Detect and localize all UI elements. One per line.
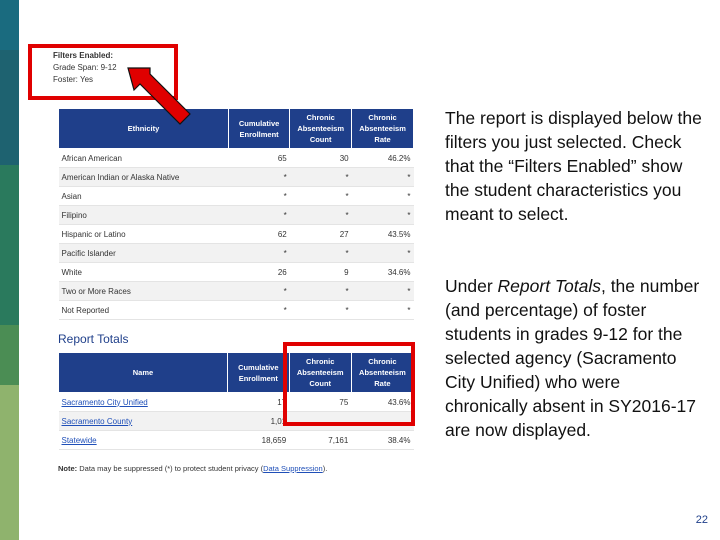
value-cell: *: [352, 282, 414, 301]
value-cell: *: [352, 187, 414, 206]
note-end: ).: [322, 464, 328, 473]
value-cell: 7,161: [289, 431, 351, 450]
value-cell: *: [352, 301, 414, 320]
value-cell: *: [290, 301, 352, 320]
value-cell: 26: [228, 263, 289, 282]
row-label-cell: African American: [59, 149, 229, 168]
header-chronic-count[interactable]: Chronic Absenteeism Count: [289, 353, 351, 393]
value-cell: 27: [290, 225, 352, 244]
value-cell: *: [290, 206, 352, 225]
page-number: 22: [695, 514, 708, 526]
value-cell: *: [228, 301, 289, 320]
row-label-cell: Pacific Islander: [59, 244, 229, 263]
row-label-cell: Filipino: [59, 206, 229, 225]
explanation-paragraph-2: [445, 274, 705, 442]
value-cell: 9: [290, 263, 352, 282]
agency-link[interactable]: Sacramento City Unified: [61, 397, 148, 407]
value-cell: 46.2%: [352, 149, 414, 168]
value-cell: 62: [228, 225, 289, 244]
value-cell: *: [352, 168, 414, 187]
explanation-paragraph-1: The report is displayed below the filters you just selected. Check that the “Filters Enabled” show the student characteristics you meant to select.: [445, 108, 702, 224]
header-cumulative-enrollment[interactable]: Cumulative Enrollment: [227, 353, 289, 393]
para2-report-totals: Report Totals: [497, 276, 601, 296]
value-cell: 75: [289, 393, 351, 412]
note-text: Data may be suppressed (*) to protect student privacy (: [77, 464, 264, 473]
row-label-cell: Asian: [59, 187, 229, 206]
report-totals-title: Report Totals: [58, 332, 129, 346]
value-cell: *: [290, 187, 352, 206]
value-cell: 38.4%: [351, 431, 413, 450]
row-label-cell: American Indian or Alaska Native: [59, 168, 229, 187]
header-ethnicity[interactable]: Ethnicity: [59, 109, 229, 149]
row-label-cell: Two or More Races: [59, 282, 229, 301]
header-cumulative-enrollment[interactable]: Cumulative Enrollment: [228, 109, 289, 149]
arrow-shape: [128, 68, 190, 124]
row-label-cell: White: [59, 263, 229, 282]
value-cell: 34.6%: [352, 263, 414, 282]
value-cell: *: [228, 168, 289, 187]
value-cell: 43.5%: [352, 225, 414, 244]
header-chronic-rate[interactable]: Chronic Absenteeism Rate: [352, 109, 414, 149]
para2-post: , the number (and percentage) of foster students in grades 9-12 for the selected agency (Sacramento City Unified) who were chronically absent in SY2016-17 are now displayed.: [445, 276, 700, 440]
filter-foster: Foster: Yes: [53, 75, 94, 84]
value-cell: 1,01: [227, 412, 289, 431]
value-cell: *: [228, 187, 289, 206]
value-cell: *: [352, 206, 414, 225]
agency-link[interactable]: Statewide: [61, 435, 97, 445]
agency-link[interactable]: Sacramento County: [61, 416, 133, 426]
value-cell: 17: [227, 393, 289, 412]
value-cell: 65: [228, 149, 289, 168]
value-cell: *: [228, 244, 289, 263]
value-cell: *: [290, 282, 352, 301]
value-cell: *: [228, 206, 289, 225]
value-cell: *: [228, 282, 289, 301]
header-chronic-count[interactable]: Chronic Absenteeism Count: [290, 109, 352, 149]
header-name[interactable]: Name: [59, 353, 228, 393]
value-cell: *: [290, 168, 352, 187]
value-cell: 30: [290, 149, 352, 168]
value-cell: *: [290, 244, 352, 263]
filters-title: Filters Enabled:: [53, 51, 114, 60]
note-label: Note:: [58, 464, 78, 473]
row-label-cell: Hispanic or Latino: [59, 225, 229, 244]
filter-grade-span: Grade Span: 9-12: [53, 63, 117, 72]
value-cell: 18,659: [227, 431, 289, 450]
data-suppression-link[interactable]: Data Suppression: [263, 464, 323, 473]
header-chronic-rate[interactable]: Chronic Absenteeism Rate: [351, 353, 413, 393]
row-label-cell: Not Reported: [59, 301, 229, 320]
para2-pre: Under: [445, 276, 498, 296]
value-cell: 43.6%: [351, 393, 413, 412]
value-cell: *: [352, 244, 414, 263]
